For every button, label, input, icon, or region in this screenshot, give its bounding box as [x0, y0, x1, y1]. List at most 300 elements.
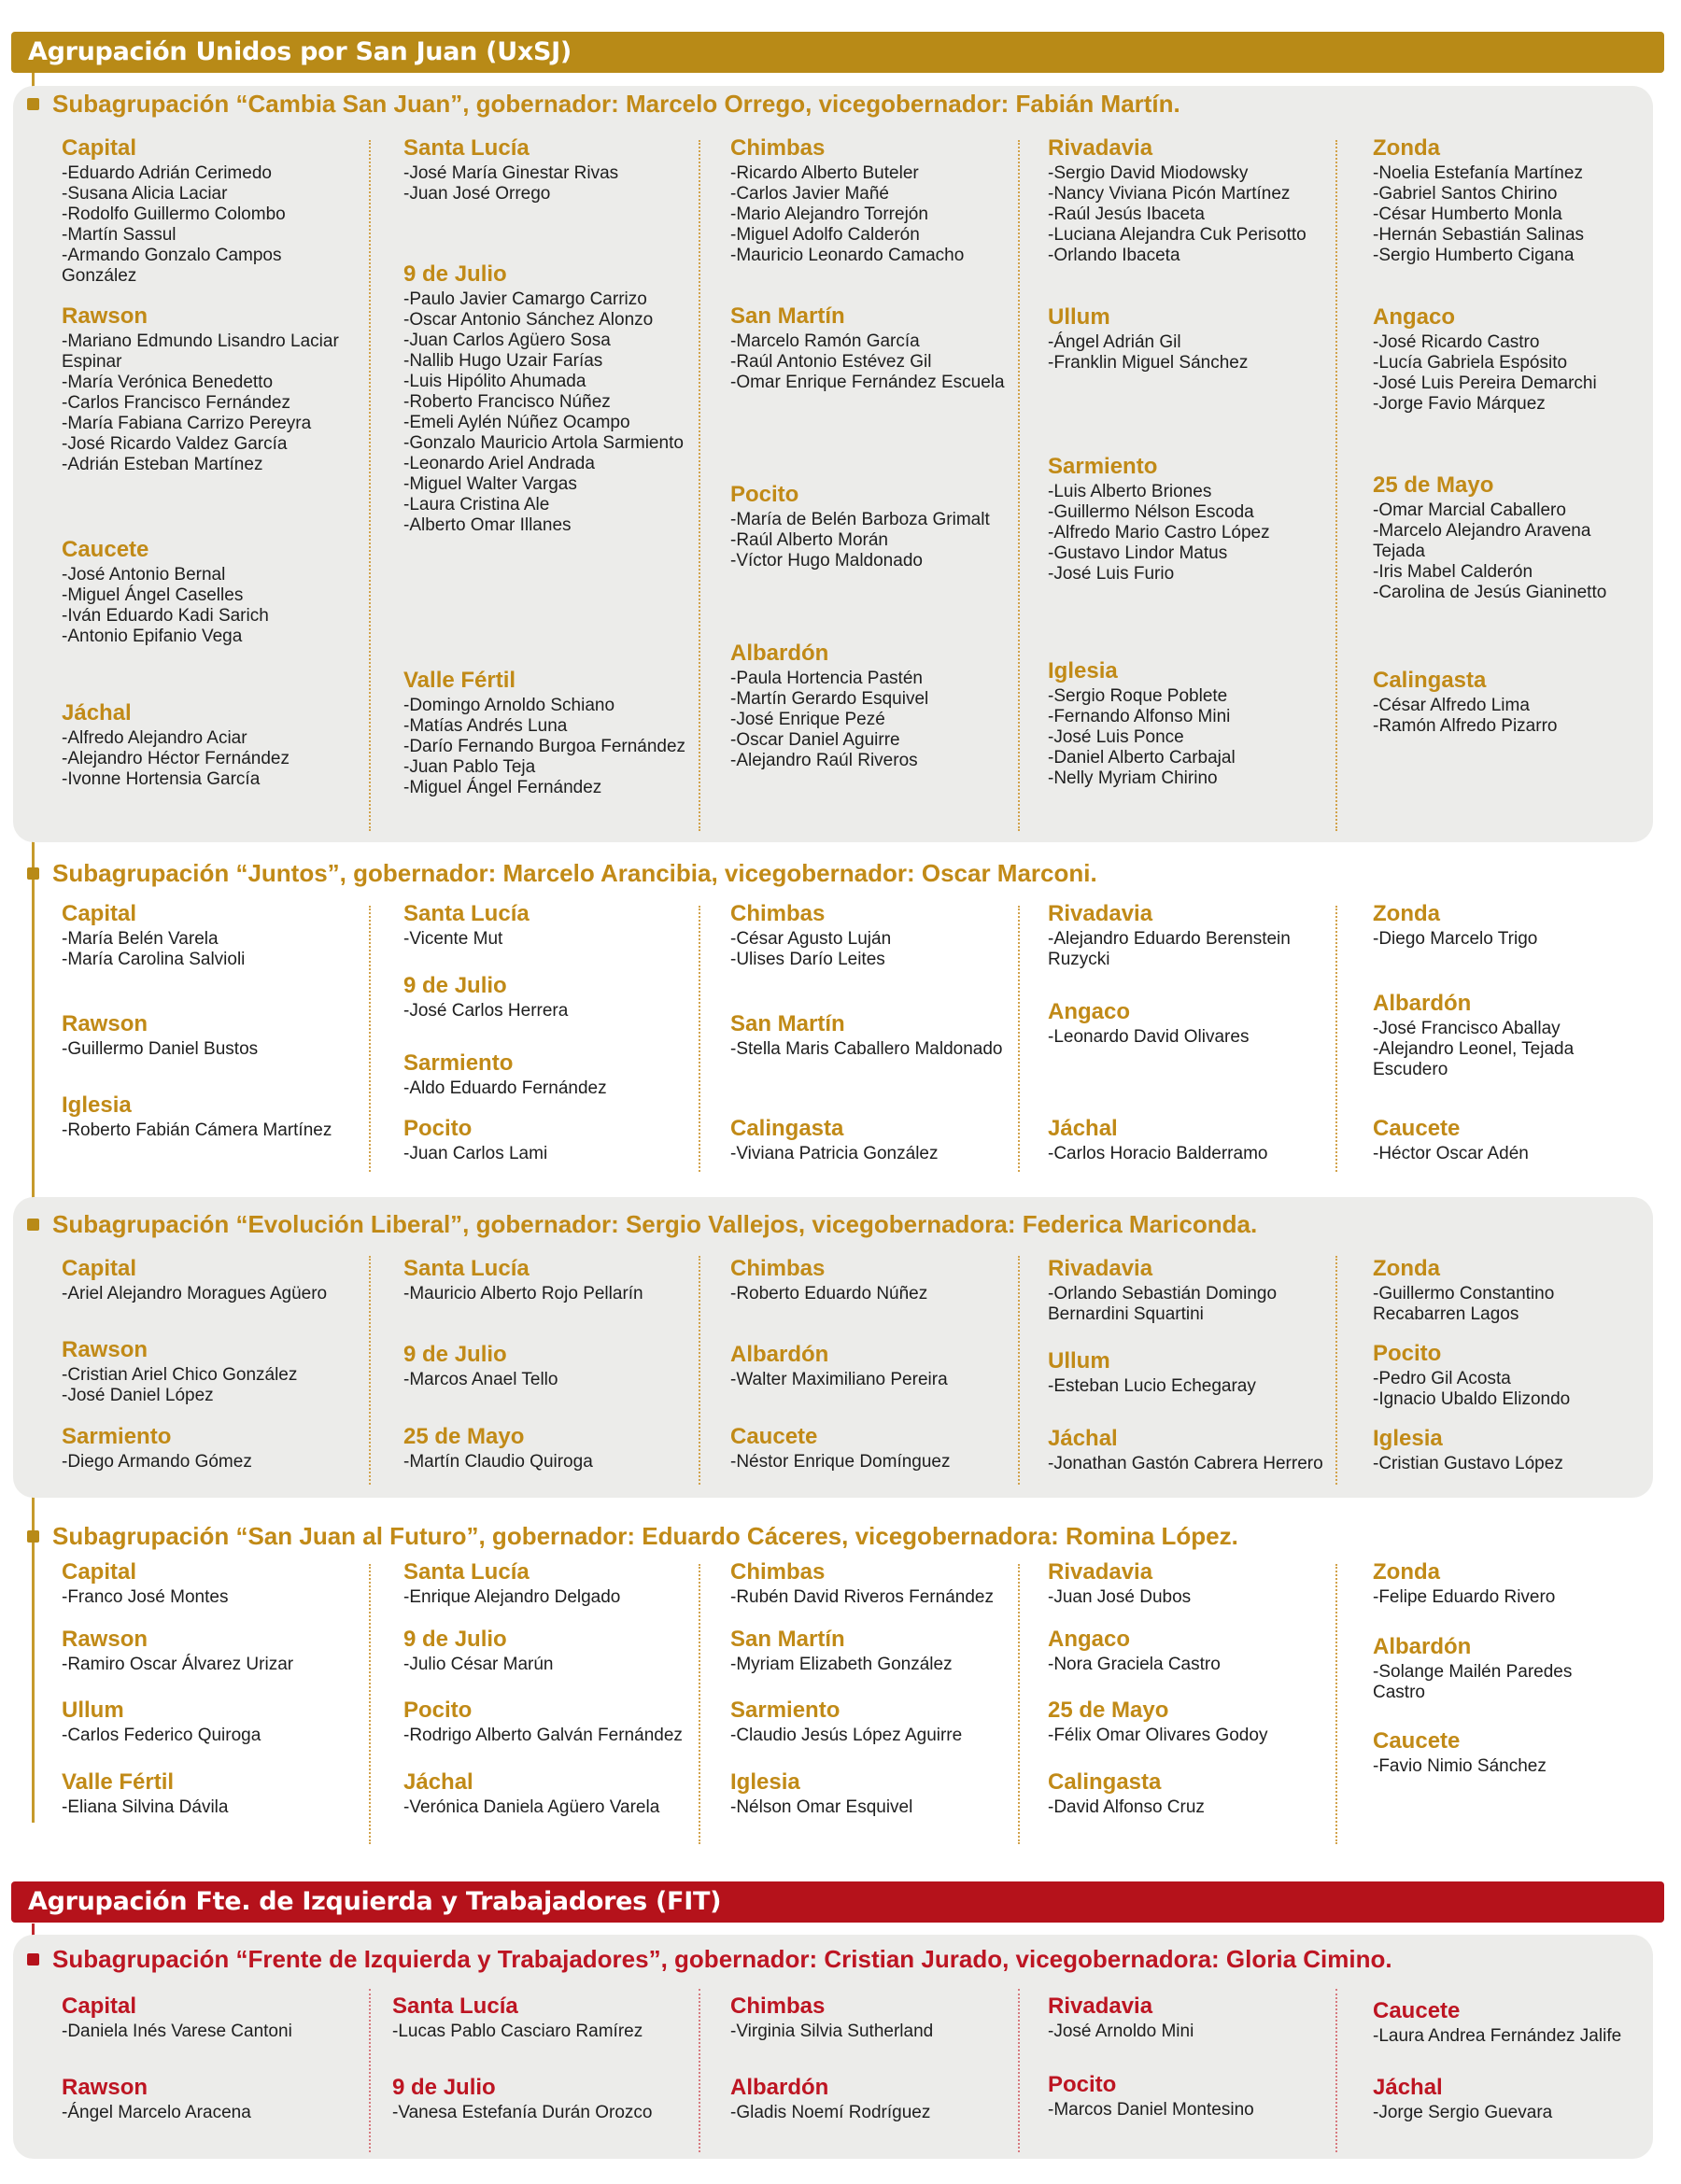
department-name: Sarmiento [403, 1050, 514, 1076]
candidate-name: -Néstor Enrique Domínguez [730, 1452, 951, 1472]
department-block [62, 537, 361, 647]
department-block [1373, 472, 1625, 603]
department-block [1048, 304, 1328, 373]
timeline-marker [27, 1219, 39, 1231]
department-block [62, 1994, 361, 2042]
candidate-name: -Raúl Jesús Ibaceta [1048, 204, 1205, 224]
candidate-name: -Miguel Ángel Caselles [62, 585, 244, 605]
candidate-name: -Héctor Oscar Adén [1373, 1144, 1529, 1163]
department-name: Jáchal [403, 1769, 473, 1795]
department-name: Ullum [1048, 304, 1110, 330]
candidate-name: -Raúl Alberto Morán [730, 530, 888, 550]
column-divider [1335, 1256, 1337, 1485]
column-divider [699, 1989, 700, 2152]
candidate-name: -Guillermo Daniel Bustos [62, 1039, 259, 1059]
candidate-name: -Marcos Daniel Montesino [1048, 2100, 1254, 2120]
column-divider [1018, 1564, 1020, 1844]
department-name: Angaco [1373, 304, 1456, 330]
department-name: Pocito [1048, 2072, 1117, 2097]
candidate-name: -Nancy Viviana Picón Martínez [1048, 184, 1291, 204]
group-header: Agrupación Fte. de Izquierda y Trabajadores (FIT) [11, 1881, 1664, 1923]
department-name: Zonda [1373, 1559, 1440, 1585]
department-name: 9 de Julio [403, 973, 507, 998]
candidate-name: -Miguel Ángel Fernández [403, 778, 602, 797]
department-name: Calingasta [1048, 1769, 1162, 1795]
department-name: Jáchal [1048, 1426, 1118, 1451]
candidate-name: -Mario Alejandro Torrejón [730, 204, 928, 224]
department-name: Capital [62, 1256, 137, 1281]
candidate-name: -Stella Maris Caballero Maldonado [730, 1039, 1003, 1059]
department-name: Chimbas [730, 1256, 826, 1281]
candidate-name: -Virginia Silvia Sutherland [730, 2022, 934, 2041]
column-divider [1335, 906, 1337, 1172]
department-name: Santa Lucía [403, 901, 530, 926]
department-block [1048, 454, 1328, 585]
department-name: Santa Lucía [403, 135, 530, 161]
department-name: Calingasta [730, 1116, 844, 1141]
candidate-name: -Rubén David Riveros Fernández [730, 1587, 994, 1607]
candidate-name: -Ramiro Oscar Álvarez Urizar [62, 1655, 294, 1674]
column-divider [1335, 1564, 1337, 1844]
candidate-name: -José Arnoldo Mini [1048, 2022, 1194, 2041]
candidate-name: -Roberto Francisco Núñez [403, 392, 611, 412]
column-divider [699, 1564, 700, 1844]
candidate-name: -Hernán Sebastián Salinas [1373, 225, 1585, 245]
candidate-name: -Nora Graciela Castro [1048, 1655, 1221, 1674]
candidate-name: -Iris Mabel Calderón [1373, 562, 1533, 582]
candidate-name: -Miguel Walter Vargas [403, 474, 577, 494]
timeline-marker [27, 1953, 39, 1966]
department-name: Rivadavia [1048, 1994, 1153, 2019]
candidate-name: -Alfredo Alejandro Aciar [62, 728, 247, 748]
candidate-name: -Nélson Omar Esquivel [730, 1797, 913, 1817]
candidate-name: -Omar Marcial Caballero [1373, 500, 1566, 520]
department-block [730, 303, 1010, 393]
candidate-name: -César Agusto Luján [730, 929, 892, 949]
department-block [1048, 1559, 1328, 1608]
candidate-name: -Pedro Gil Acosta [1373, 1369, 1511, 1388]
candidate-name: -Alejandro Raúl Riveros [730, 751, 918, 770]
candidate-name: -Sergio Humberto Cigana [1373, 246, 1575, 265]
candidate-name: -Gladis Noemí Rodríguez [730, 2103, 931, 2122]
department-block [1048, 999, 1328, 1048]
candidate-name: -Favio Nimio Sánchez [1373, 1756, 1547, 1776]
department-block [62, 901, 361, 970]
candidate-name: -Laura Cristina Ale [403, 495, 550, 514]
department-name: Rawson [62, 2075, 148, 2100]
department-block [392, 1994, 691, 2042]
candidate-name: -José Luis Pereira Demarchi [1373, 373, 1597, 393]
candidate-name: -Martín Claudio Quiroga [403, 1452, 593, 1472]
candidate-name: -Oscar Daniel Aguirre [730, 730, 900, 750]
department-name: Caucete [730, 1424, 818, 1449]
candidate-name: -Laura Andrea Fernández Jalife [1373, 2026, 1622, 2046]
department-block [403, 1116, 691, 1164]
candidate-name: -Claudio Jesús López Aguirre [730, 1726, 963, 1745]
candidate-name: -Guillermo Nélson Escoda [1048, 502, 1254, 522]
department-name: Chimbas [730, 1559, 826, 1585]
department-block [730, 1769, 1010, 1818]
department-name: Chimbas [730, 135, 826, 161]
subgroup-title: Subagrupación “Juntos”, gobernador: Marcelo Arancibia, vicegobernador: Oscar Marconi. [52, 859, 1097, 887]
department-name: Valle Fértil [62, 1769, 175, 1795]
candidate-name: -Eliana Silvina Dávila [62, 1797, 229, 1817]
department-block [730, 1994, 1010, 2042]
candidate-name: -Marcelo Alejandro Aravena Tejada [1373, 521, 1591, 561]
department-block [403, 973, 691, 1022]
candidate-name: -Luciana Alejandra Cuk Perisotto [1048, 225, 1307, 245]
candidate-name: -Walter Maximiliano Pereira [730, 1370, 948, 1389]
column-divider [699, 140, 700, 831]
candidate-name: -Miguel Adolfo Calderón [730, 225, 920, 245]
group-header: Agrupación Unidos por San Juan (UxSJ) [11, 32, 1664, 73]
candidate-name: -Nallib Hugo Uzair Farías [403, 351, 603, 371]
candidate-name: -Noelia Estefanía Martínez [1373, 163, 1583, 183]
department-name: Angaco [1048, 999, 1131, 1024]
candidate-name: -Paula Hortencia Pastén [730, 669, 923, 688]
department-name: Pocito [1373, 1341, 1442, 1366]
candidate-name: -Rodrigo Alberto Galván Fernández [403, 1726, 683, 1745]
candidate-name: -Lucas Pablo Casciaro Ramírez [392, 2022, 643, 2041]
candidate-name: -Sergio David Miodowsky [1048, 163, 1249, 183]
department-block [730, 135, 1010, 266]
department-block [403, 1256, 691, 1304]
department-block [1373, 1998, 1625, 2047]
candidate-name: -Cristian Ariel Chico González [62, 1365, 298, 1385]
subgroup-title: Subagrupación “San Juan al Futuro”, gobernador: Eduardo Cáceres, vicegobernadora: Romina López. [52, 1522, 1238, 1550]
candidate-name: -Gabriel Santos Chirino [1373, 184, 1558, 204]
candidate-name: -Juan Carlos Lami [403, 1144, 548, 1163]
candidate-name: -Daniel Alberto Carbajal [1048, 748, 1236, 768]
candidate-name: -Mauricio Alberto Rojo Pellarín [403, 1284, 643, 1303]
column-divider [1018, 140, 1020, 831]
candidate-name: -Julio César Marún [403, 1655, 554, 1674]
candidate-name: -José Daniel López [62, 1386, 214, 1405]
department-name: Zonda [1373, 1256, 1440, 1281]
candidate-name: -Diego Armando Gómez [62, 1452, 252, 1472]
candidate-name: -Juan José Dubos [1048, 1587, 1192, 1607]
candidate-name: -Félix Omar Olivares Godoy [1048, 1726, 1268, 1745]
department-name: Rivadavia [1048, 1559, 1153, 1585]
department-name: Pocito [730, 482, 799, 507]
candidate-name: -Ivonne Hortensia García [62, 769, 261, 789]
candidate-name: -Víctor Hugo Maldonado [730, 551, 923, 571]
department-block [403, 1050, 691, 1099]
department-block [62, 303, 361, 475]
department-name: Sarmiento [730, 1698, 840, 1723]
candidate-name: -Leonardo David Olivares [1048, 1027, 1250, 1047]
department-name: Pocito [403, 1698, 473, 1723]
candidate-name: -Carlos Federico Quiroga [62, 1726, 261, 1745]
department-name: Calingasta [1373, 668, 1487, 693]
candidate-name: -Leonardo Ariel Andrada [403, 454, 595, 473]
candidate-name: -Eduardo Adrián Cerimedo [62, 163, 272, 183]
department-block [62, 1092, 361, 1141]
candidate-name: -María Verónica Benedetto [62, 373, 274, 392]
candidate-name: -José Antonio Bernal [62, 565, 226, 585]
candidate-name: -Adrián Esteban Martínez [62, 455, 263, 474]
candidate-name: -Vanesa Estefanía Durán Orozco [392, 2103, 653, 2122]
column-divider [369, 1989, 371, 2152]
department-name: Valle Fértil [403, 668, 516, 693]
column-divider [1018, 1256, 1020, 1485]
department-name: Iglesia [1373, 1426, 1443, 1451]
candidate-name: -Luis Hipólito Ahumada [403, 372, 586, 391]
candidate-name: -Cristian Gustavo López [1373, 1454, 1563, 1473]
subgroup-title: Subagrupación “Frente de Izquierda y Trabajadores”, gobernador: Cristian Jurado, vicegobernadora: Gloria Cimino. [52, 1945, 1392, 1973]
candidate-name: -César Alfredo Lima [1373, 696, 1530, 715]
department-block [1048, 1348, 1328, 1397]
candidate-name: -Marcos Anael Tello [403, 1370, 558, 1389]
department-name: Capital [62, 135, 137, 161]
department-name: Albardón [730, 641, 829, 666]
department-block [1373, 1559, 1625, 1608]
candidate-name: -Ignacio Ubaldo Elizondo [1373, 1389, 1571, 1409]
candidate-name: -Juan José Orrego [403, 184, 551, 204]
department-block [403, 1769, 691, 1818]
department-block [62, 700, 361, 790]
department-block [62, 1337, 361, 1406]
department-block [1373, 1426, 1625, 1474]
department-block [403, 261, 691, 536]
department-block [62, 2075, 361, 2123]
department-block [1048, 1426, 1328, 1474]
department-block [730, 1627, 1010, 1675]
department-name: Albardón [730, 1342, 829, 1367]
subgroup-title: Subagrupación “Cambia San Juan”, gobernador: Marcelo Orrego, vicegobernador: Fabián Martín. [52, 90, 1180, 118]
candidate-name: -Martín Sassul [62, 225, 177, 245]
department-block [403, 901, 691, 950]
department-block [1373, 668, 1625, 737]
department-block [62, 1698, 361, 1746]
candidate-name: -Esteban Lucio Echegaray [1048, 1376, 1256, 1396]
candidate-name: -José Enrique Pezé [730, 710, 885, 729]
candidate-name: -Omar Enrique Fernández Escuela [730, 373, 1005, 392]
department-block [62, 1627, 361, 1675]
department-name: Caucete [1373, 1116, 1461, 1141]
department-name: Chimbas [730, 1994, 826, 2019]
candidate-name: -Oscar Antonio Sánchez Alonzo [403, 310, 654, 330]
department-name: Sarmiento [62, 1424, 172, 1449]
candidate-name: -Mariano Edmundo Lisandro Laciar Espinar [62, 331, 339, 372]
candidate-name: -Emeli Aylén Núñez Ocampo [403, 413, 630, 432]
candidate-name: -Carlos Javier Mañé [730, 184, 889, 204]
candidate-name: -Roberto Fabián Cámera Martínez [62, 1120, 332, 1140]
department-block [1373, 1634, 1625, 1703]
department-name: Caucete [1373, 1728, 1461, 1754]
candidate-name: -María de Belén Barboza Grimalt [730, 510, 990, 529]
department-name: Albardón [1373, 991, 1472, 1016]
column-divider [369, 1256, 371, 1485]
column-divider [369, 140, 371, 831]
department-name: 25 de Mayo [1373, 472, 1494, 498]
timeline-marker [27, 867, 39, 880]
candidate-name: -Raúl Antonio Estévez Gil [730, 352, 932, 372]
candidate-name: -Paulo Javier Camargo Carrizo [403, 289, 647, 309]
candidate-name: -Diego Marcelo Trigo [1373, 929, 1538, 949]
department-block [1373, 1341, 1625, 1410]
candidate-name: -Felipe Eduardo Rivero [1373, 1587, 1556, 1607]
column-divider [1335, 140, 1337, 831]
candidate-name: -Ángel Marcelo Aracena [62, 2103, 251, 2122]
candidate-name: -César Humberto Monla [1373, 204, 1562, 224]
candidate-name: -Domingo Arnoldo Schiano [403, 696, 615, 715]
candidate-name: -Enrique Alejandro Delgado [403, 1587, 621, 1607]
candidate-name: -Iván Eduardo Kadi Sarich [62, 606, 269, 626]
candidate-name: -Rodolfo Guillermo Colombo [62, 204, 286, 224]
department-block [403, 668, 691, 798]
department-name: Rivadavia [1048, 901, 1153, 926]
candidate-name: -Alfredo Mario Castro López [1048, 523, 1270, 542]
department-block [1373, 901, 1625, 950]
department-block [730, 901, 1010, 970]
department-block [403, 1559, 691, 1608]
candidate-name: -Daniela Inés Varese Cantoni [62, 2022, 292, 2041]
candidate-name: -Susana Alicia Laciar [62, 184, 228, 204]
candidate-name: -Alejandro Leonel, Tejada Escudero [1373, 1039, 1575, 1079]
department-block [1373, 2075, 1625, 2123]
candidate-name: -Franklin Miguel Sánchez [1048, 353, 1249, 373]
candidate-name: -Nelly Myriam Chirino [1048, 768, 1218, 788]
department-name: Caucete [1373, 1998, 1461, 2023]
department-block [730, 1698, 1010, 1746]
candidate-name: -Guillermo Constantino Recabarren Lagos [1373, 1284, 1555, 1324]
candidate-name: -Martín Gerardo Esquivel [730, 689, 929, 709]
candidate-name: -María Carolina Salvioli [62, 950, 246, 969]
candidate-name: -Orlando Sebastián Domingo Bernardini Squartini [1048, 1284, 1278, 1324]
candidate-name: -Antonio Epifanio Vega [62, 627, 243, 646]
department-name: Angaco [1048, 1627, 1131, 1652]
candidate-name: -Carlos Francisco Fernández [62, 393, 290, 413]
candidate-name: -Carolina de Jesús Gianinetto [1373, 583, 1607, 602]
department-name: Capital [62, 1994, 137, 2019]
department-block [730, 1116, 1010, 1164]
timeline-marker [27, 98, 39, 110]
candidate-name: -Jonathan Gastón Cabrera Herrero [1048, 1454, 1323, 1473]
department-name: Zonda [1373, 901, 1440, 926]
department-name: Sarmiento [1048, 454, 1158, 479]
candidate-name: -David Alfonso Cruz [1048, 1797, 1205, 1817]
department-name: Albardón [1373, 1634, 1472, 1659]
department-block [730, 1342, 1010, 1390]
candidate-name: -Alejandro Eduardo Berenstein Ruzycki [1048, 929, 1291, 969]
candidate-name: -Mauricio Leonardo Camacho [730, 246, 965, 265]
candidate-name: -José Francisco Aballay [1373, 1019, 1561, 1038]
department-name: Iglesia [730, 1769, 800, 1795]
column-divider [699, 906, 700, 1172]
department-name: Chimbas [730, 901, 826, 926]
candidate-name: -Ricardo Alberto Buteler [730, 163, 919, 183]
department-name: Zonda [1373, 135, 1440, 161]
candidate-name: -Ángel Adrián Gil [1048, 332, 1181, 352]
department-block [1373, 1256, 1625, 1325]
department-block [1048, 1769, 1328, 1818]
candidate-name: -Ariel Alejandro Moragues Agüero [62, 1284, 328, 1303]
department-block [730, 641, 1010, 771]
candidate-name: -José Luis Furio [1048, 564, 1175, 584]
department-name: San Martín [730, 1627, 845, 1652]
candidate-name: -Lucía Gabriela Espósito [1373, 353, 1568, 373]
candidate-name: -Marcelo Ramón García [730, 331, 920, 351]
candidate-name: -Juan Pablo Teja [403, 757, 536, 777]
department-block [730, 1559, 1010, 1608]
department-block [1048, 1627, 1328, 1675]
department-block [62, 1256, 361, 1304]
candidate-name: -Vicente Mut [403, 929, 503, 949]
department-block [730, 482, 1010, 571]
column-divider [369, 906, 371, 1172]
department-block [1048, 135, 1328, 266]
candidate-name: -Gonzalo Mauricio Artola Sarmiento [403, 433, 684, 453]
department-block [1048, 658, 1328, 789]
candidate-name: -Juan Carlos Agüero Sosa [403, 331, 611, 350]
department-block [403, 135, 691, 204]
timeline-marker [27, 1530, 39, 1543]
department-name: Santa Lucía [403, 1256, 530, 1281]
department-block [1048, 901, 1328, 970]
department-name: Iglesia [1048, 658, 1118, 683]
department-name: Pocito [403, 1116, 473, 1141]
department-block [1373, 135, 1625, 266]
department-block [62, 1559, 361, 1608]
department-block [1373, 304, 1625, 415]
candidate-name: -Jorge Sergio Guevara [1373, 2103, 1553, 2122]
department-block [1048, 2072, 1328, 2121]
department-name: Rivadavia [1048, 135, 1153, 161]
department-name: Rawson [62, 1627, 148, 1652]
department-name: 25 de Mayo [403, 1424, 525, 1449]
column-divider [1018, 1989, 1020, 2152]
department-block [1048, 1256, 1328, 1325]
candidate-name: -Orlando Ibaceta [1048, 246, 1180, 265]
department-block [62, 135, 361, 287]
department-block [1373, 991, 1625, 1080]
department-name: Rivadavia [1048, 1256, 1153, 1281]
candidate-name: -José Ricardo Castro [1373, 332, 1540, 352]
column-divider [1018, 906, 1020, 1172]
candidate-name: -José María Ginestar Rivas [403, 163, 619, 183]
candidate-name: -Darío Fernando Burgoa Fernández [403, 737, 686, 756]
department-block [1373, 1116, 1625, 1164]
candidate-name: -Armando Gonzalo Campos González [62, 246, 282, 286]
candidate-name: -Carlos Horacio Balderramo [1048, 1144, 1268, 1163]
department-name: Capital [62, 1559, 137, 1585]
candidate-name: -Ramón Alfredo Pizarro [1373, 716, 1558, 736]
candidate-name: -Alejandro Héctor Fernández [62, 749, 290, 768]
candidate-name: -Aldo Eduardo Fernández [403, 1078, 607, 1098]
department-name: Ullum [1048, 1348, 1110, 1374]
department-name: Santa Lucía [403, 1559, 530, 1585]
candidate-name: -Jorge Favio Márquez [1373, 394, 1546, 414]
department-block [730, 1256, 1010, 1304]
column-divider [1335, 1989, 1337, 2152]
department-block [403, 1627, 691, 1675]
department-name: 25 de Mayo [1048, 1698, 1169, 1723]
department-block [62, 1424, 361, 1472]
column-divider [369, 1564, 371, 1844]
department-block [403, 1698, 691, 1746]
candidate-name: -Alberto Omar Illanes [403, 515, 572, 535]
department-name: Rawson [62, 303, 148, 329]
candidate-name: -José Carlos Herrera [403, 1001, 569, 1021]
subgroup-title: Subagrupación “Evolución Liberal”, gobernador: Sergio Vallejos, vicegobernadora: Federica Mariconda. [52, 1210, 1258, 1238]
department-block [730, 2075, 1010, 2123]
department-block [392, 2075, 691, 2123]
department-block [1048, 1698, 1328, 1746]
candidate-name: -María Fabiana Carrizo Pereyra [62, 414, 312, 433]
candidate-name: -Franco José Montes [62, 1587, 229, 1607]
department-name: 9 de Julio [403, 261, 507, 287]
